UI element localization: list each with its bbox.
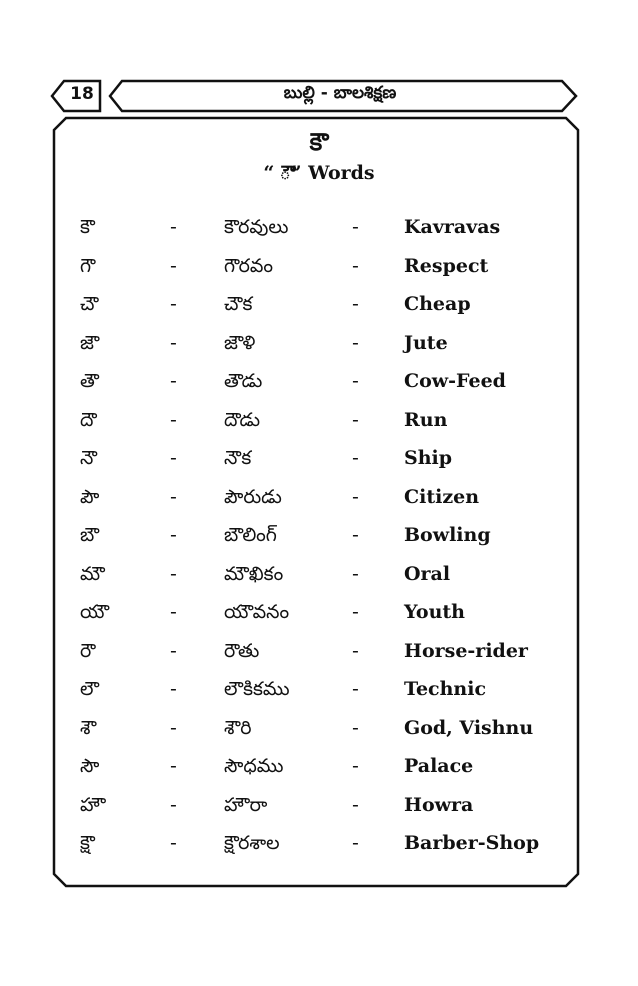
table-row [0,441,638,480]
row-letter: బౌ [80,524,100,546]
row-telugu-word: దౌడు [224,408,261,431]
table-row [0,672,638,711]
row-english-meaning: God, Vishnu [404,716,534,739]
row-english-meaning: Horse-rider [404,639,528,662]
row-separator: - [170,254,177,277]
word-table [0,210,638,865]
table-row [0,595,638,634]
row-telugu-word: నౌక [224,447,252,469]
row-english-meaning: Bowling [404,524,491,546]
row-english-meaning: Oral [404,562,451,585]
row-letter: హౌ [80,793,106,816]
row-separator: - [352,331,359,354]
row-letter: నౌ [80,447,98,469]
row-separator: - [352,755,359,777]
page-number: 18 [70,84,94,104]
row-letter: క్షౌ [80,832,95,854]
table-row [0,557,638,596]
table-row [0,364,638,403]
row-separator: - [352,524,359,546]
row-separator: - [170,370,177,392]
section-subtitle: “ ౌ” Words [263,162,375,184]
row-english-meaning: Cow-Feed [404,370,506,392]
row-letter: లౌ [80,678,99,700]
row-separator: - [352,601,359,623]
row-english-meaning: Citizen [404,485,480,508]
table-row [0,711,638,750]
row-letter: మౌ [80,562,105,585]
row-separator: - [170,755,177,777]
row-separator: - [170,639,177,662]
row-separator: - [352,832,359,854]
table-row [0,210,638,249]
row-telugu-word: కౌరవులు [224,216,289,238]
table-row [0,480,638,519]
row-separator: - [170,447,177,469]
row-telugu-word: రౌతు [224,639,260,662]
row-telugu-word: గౌరవం [224,254,273,277]
row-telugu-word: సౌధము [224,755,284,777]
row-separator: - [352,293,359,315]
row-english-meaning: Barber-Shop [404,832,540,854]
table-row [0,326,638,365]
row-separator: - [170,524,177,546]
row-english-meaning: Ship [404,447,453,469]
table-row [0,249,638,288]
row-letter: రౌ [80,639,96,662]
row-separator: - [170,293,177,315]
table-row [0,826,638,865]
section-letter: కౌ [309,128,329,156]
row-telugu-word: జౌళి [224,331,256,354]
row-letter: శౌ [80,716,97,739]
row-separator: - [170,331,177,354]
row-separator: - [352,793,359,816]
row-separator: - [352,216,359,238]
row-separator: - [352,408,359,431]
table-row [0,287,638,326]
row-telugu-word: మౌఖికం [224,562,284,585]
row-letter: సౌ [80,755,100,777]
row-telugu-word: శౌరి [224,716,252,739]
row-letter: పౌ [80,485,100,508]
row-telugu-word: క్షౌరశాల [224,832,280,854]
row-telugu-word: పౌరుడు [224,485,282,508]
row-english-meaning: Palace [404,755,474,777]
row-english-meaning: Run [404,408,448,431]
row-separator: - [352,639,359,662]
row-english-meaning: Technic [404,678,487,700]
row-separator: - [170,485,177,508]
row-separator: - [170,216,177,238]
row-telugu-word: బౌలింగ్ [224,524,277,546]
row-letter: చౌ [80,293,99,315]
row-separator: - [352,716,359,739]
row-letter: తౌ [80,370,99,392]
row-telugu-word: యౌవనం [224,601,290,623]
row-english-meaning: Howra [404,793,474,816]
row-letter: జౌ [80,331,100,354]
row-english-meaning: Jute [404,331,448,354]
row-separator: - [170,678,177,700]
row-separator: - [352,370,359,392]
table-row [0,403,638,442]
table-row [0,518,638,557]
row-letter: గౌ [80,254,96,277]
row-english-meaning: Respect [404,254,489,277]
row-telugu-word: లౌకికము [224,678,290,700]
row-separator: - [352,447,359,469]
page-header [50,78,580,114]
row-english-meaning: Youth [404,601,465,623]
row-telugu-word: చౌక [224,293,253,315]
row-separator: - [170,793,177,816]
table-row [0,749,638,788]
row-separator: - [352,678,359,700]
row-separator: - [352,485,359,508]
row-separator: - [352,254,359,277]
row-separator: - [170,832,177,854]
row-english-meaning: Kavravas [404,216,501,238]
book-title: బుల్లి - బాలశిక్షణ [283,83,397,103]
row-separator: - [352,562,359,585]
row-separator: - [170,408,177,431]
table-row [0,634,638,673]
row-telugu-word: తౌడు [224,370,263,392]
row-telugu-word: హౌరా [224,793,268,816]
row-separator: - [170,716,177,739]
row-letter: దౌ [80,408,97,431]
row-separator: - [170,601,177,623]
row-letter: యౌ [80,601,110,623]
row-letter: కౌ [80,216,95,238]
table-row [0,788,638,827]
row-english-meaning: Cheap [404,293,471,315]
row-separator: - [170,562,177,585]
